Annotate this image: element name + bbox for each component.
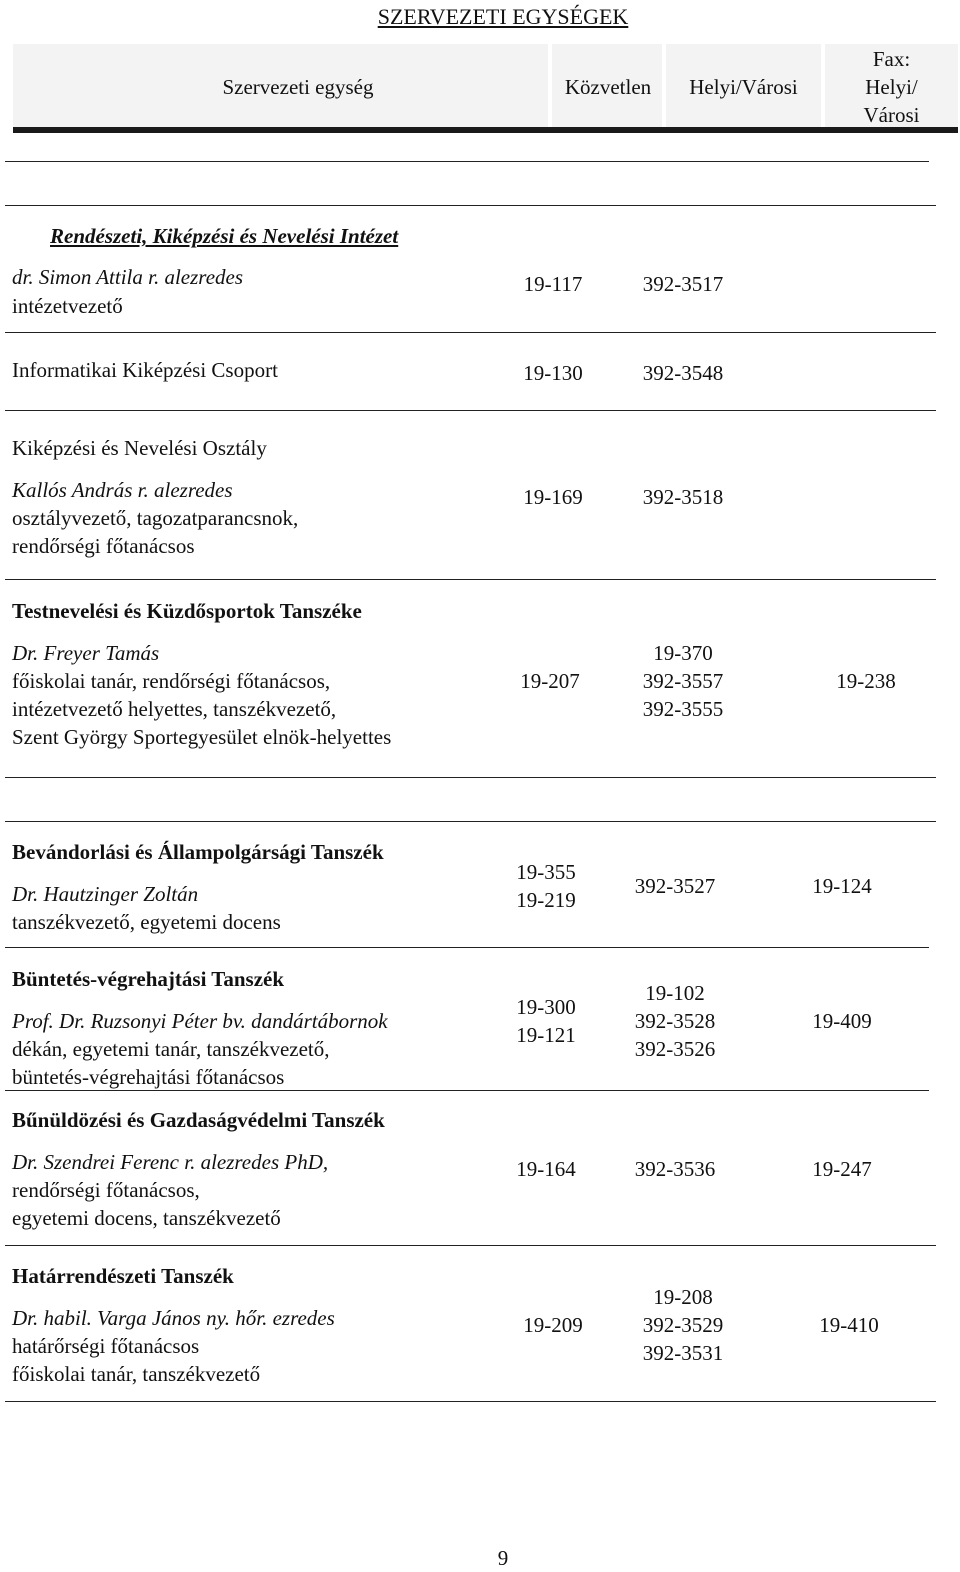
person-role: büntetés-végrehajtási főtanácsos — [12, 1065, 285, 1089]
separator — [5, 410, 936, 411]
fax-number: 19-409 — [812, 1009, 872, 1033]
direct-number: 19-219 — [516, 888, 576, 912]
person-name: Dr. Szendrei Ferenc r. alezredes PhD, — [12, 1150, 329, 1174]
person-role: Szent György Sportegyesület elnök-helyettes — [12, 725, 392, 749]
local-number: 392-3548 — [642, 361, 724, 385]
local-number: 392-3518 — [642, 485, 724, 509]
header-divider — [13, 127, 958, 133]
person-name: Dr. Freyer Tamás — [12, 641, 160, 665]
unit-title: Kiképzési és Nevelési Osztály — [12, 436, 267, 460]
fax-number: 19-247 — [812, 1157, 872, 1181]
direct-number: 19-164 — [516, 1157, 576, 1181]
direct-number: 19-355 — [516, 860, 576, 884]
separator — [5, 821, 936, 822]
header-fax-line: Városi — [863, 103, 920, 127]
local-number: 392-3555 — [642, 697, 724, 721]
person-role: rendőrségi főtanácsos, — [12, 1178, 200, 1202]
unit-title: Büntetés-végrehajtási Tanszék — [12, 967, 285, 991]
person-role: főiskolai tanár, tanszékvezető — [12, 1362, 261, 1386]
separator — [5, 1401, 936, 1402]
person-role: dékán, egyetemi tanár, tanszékvezető, — [12, 1037, 330, 1061]
separator — [5, 579, 936, 580]
person-name: Kallós András r. alezredes — [12, 478, 233, 502]
local-number: 392-3557 — [642, 669, 724, 693]
local-number: 392-3526 — [634, 1037, 716, 1061]
local-number: 392-3536 — [634, 1157, 716, 1181]
institute-title: Rendészeti, Kiképzési és Nevelési Intézet — [50, 224, 399, 248]
separator — [5, 1090, 929, 1091]
direct-number: 19-207 — [520, 669, 580, 693]
unit-title: Bűnüldözési és Gazdaságvédelmi Tanszék — [12, 1108, 385, 1132]
person-role: rendőrségi főtanácsos — [12, 534, 195, 558]
local-number: 392-3529 — [642, 1313, 724, 1337]
header-fax-line: Helyi/ — [865, 75, 918, 99]
unit-title: Bevándorlási és Állampolgársági Tanszék — [12, 840, 384, 864]
header-direct: Közvetlen — [564, 75, 652, 99]
local-number: 392-3517 — [642, 272, 724, 296]
direct-number: 19-169 — [523, 485, 583, 509]
person-role: főiskolai tanár, rendőrségi főtanácsos, — [12, 669, 331, 693]
person-name: Prof. Dr. Ruzsonyi Péter bv. dandártábornok — [12, 1009, 388, 1033]
direct-number: 19-300 — [516, 995, 576, 1019]
fax-number: 19-238 — [836, 669, 896, 693]
separator — [5, 947, 929, 948]
unit-title: Informatikai Kiképzési Csoport — [12, 358, 278, 382]
person-role: osztályvezető, tagozatparancsnok, — [12, 506, 299, 530]
person-name: Dr. habil. Varga János ny. hőr. ezredes — [12, 1306, 335, 1330]
header-unit: Szervezeti egység — [222, 75, 374, 99]
direct-number: 19-130 — [523, 361, 583, 385]
separator — [5, 332, 936, 333]
direct-number: 19-117 — [523, 272, 583, 296]
local-number: 392-3531 — [642, 1341, 724, 1365]
separator — [5, 1245, 936, 1246]
local-number: 19-208 — [653, 1285, 713, 1309]
header-fax-line: Fax: — [872, 47, 911, 71]
person-role: intézetvezető helyettes, tanszékvezető, — [12, 697, 337, 721]
unit-title: Határrendészeti Tanszék — [12, 1264, 234, 1288]
separator — [5, 777, 936, 778]
person-role: intézetvezető — [12, 294, 123, 318]
local-number: 19-370 — [653, 641, 713, 665]
separator — [5, 205, 936, 206]
page-number: 9 — [497, 1546, 509, 1570]
separator — [5, 161, 929, 162]
page-title: SZERVEZETI EGYSÉGEK — [377, 4, 629, 29]
local-number: 392-3528 — [634, 1009, 716, 1033]
person-role: határőrségi főtanácsos — [12, 1334, 200, 1358]
person-name: Dr. Hautzinger Zoltán — [12, 882, 199, 906]
header-local: Helyi/Városi — [689, 75, 798, 99]
fax-number: 19-124 — [812, 874, 872, 898]
person-name: dr. Simon Attila r. alezredes — [12, 265, 244, 289]
direct-number: 19-209 — [523, 1313, 583, 1337]
local-number: 19-102 — [645, 981, 705, 1005]
direct-number: 19-121 — [516, 1023, 576, 1047]
header-fax — [825, 45, 958, 129]
person-role: tanszékvezető, egyetemi docens — [12, 910, 281, 934]
unit-title: Testnevelési és Küzdősportok Tanszéke — [12, 599, 362, 623]
person-role: egyetemi docens, tanszékvezető — [12, 1206, 281, 1230]
fax-number: 19-410 — [819, 1313, 879, 1337]
local-number: 392-3527 — [634, 874, 716, 898]
